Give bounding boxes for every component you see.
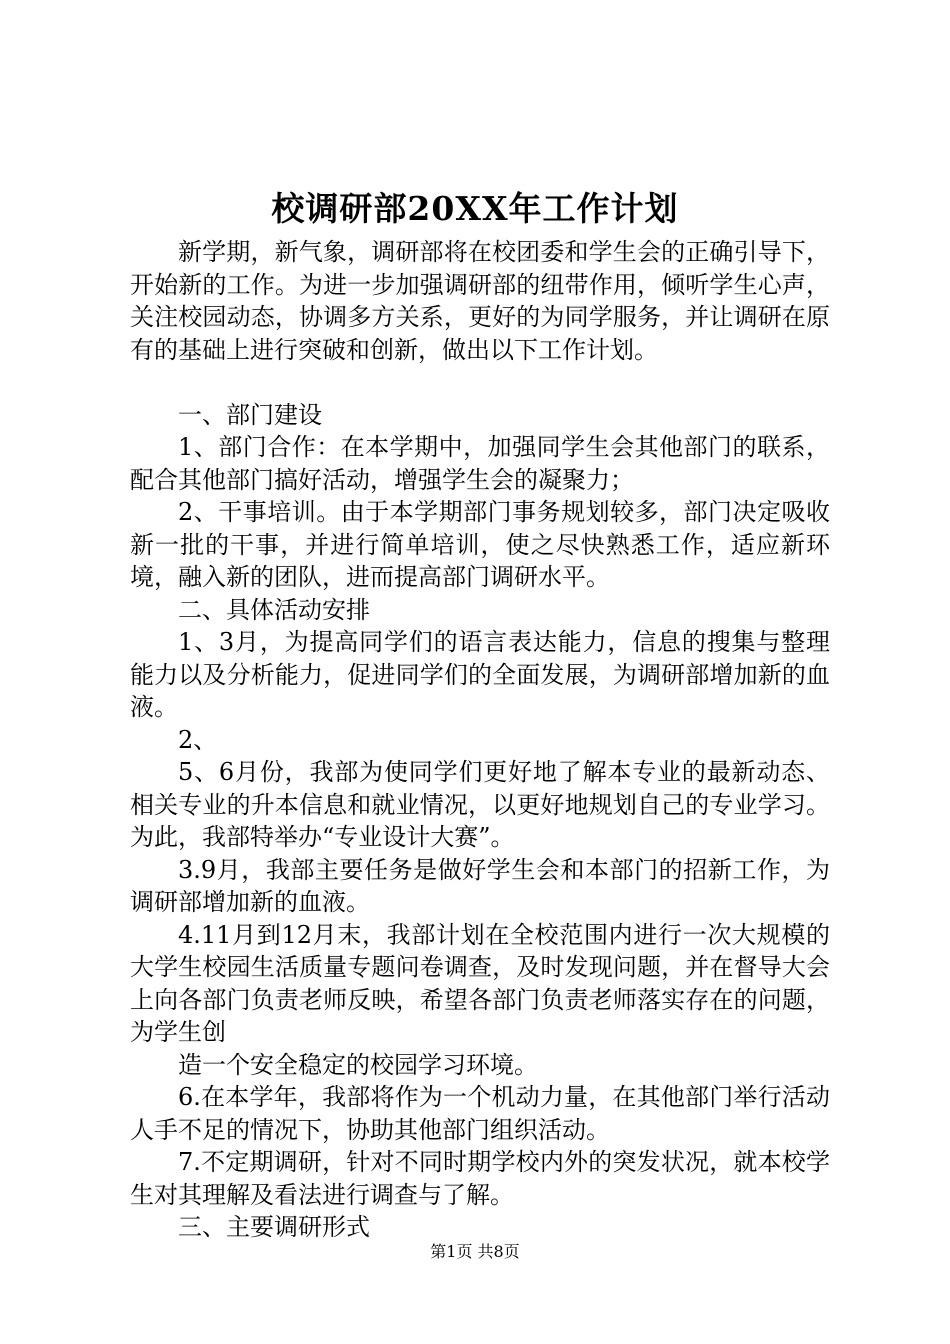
paragraph-activity-september: 3.9月，我部主要任务是做好学生会和本部门的招新工作，为调研部增加新的血液。 (130, 855, 830, 916)
paragraph-staff-training: 2、干事培训。由于本学期部门事务规划较多，部门决定吸收新一批的干事，并进行简单培训，使之尽快熟悉工作，适应新环境，融入新的团队，进而提高部门调研水平。 (130, 498, 830, 591)
section-heading-department: 一、部门建设 (178, 400, 322, 429)
paragraph-activity-2: 2、 (178, 725, 218, 754)
section-heading-activities: 二、具体活动安排 (178, 595, 370, 624)
paragraph-activity-survey-continued: 造一个安全稳定的校园学习环境。 (178, 1050, 538, 1079)
paragraph-activity-survey: 4.11月到12月末，我部计划在全校范围内进行一次大规模的大学生校园生活质量专题问卷调查，及时发现问题，并在督导大会上向各部门负责老师反映，希望各部门负责老师落实存在的问题，为学生创 (130, 920, 830, 1046)
section-heading-research-forms: 三、主要调研形式 (178, 1213, 370, 1241)
paragraph-activity-may-june: 5、6月份，我部为使同学们更好地了解本专业的最新动态、相关专业的升本信息和就业情况，以更好地规划自己的专业学习。为此，我部特举办“专业设计大赛”。 (130, 758, 830, 851)
intro-paragraph: 新学期，新气象，调研部将在校团委和学生会的正确引导下，开始新的工作。为进一步加强调研部的纽带作用，倾听学生心声，关注校园动态，协调多方关系，更好的为同学服务，并让调研在原有的基础上进行突破和创新，做出以下工作计划。 (130, 238, 830, 364)
paragraph-activity-support: 6.在本学年，我部将作为一个机动力量，在其他部门举行活动人手不足的情况下，协助其他部门组织活动。 (130, 1083, 830, 1144)
page-number-footer: 第1页 共8页 (430, 1242, 520, 1261)
document-title: 校调研部20XX年工作计划 (271, 189, 679, 228)
paragraph-department-cooperation: 1、部门合作：在本学期中，加强同学生会其他部门的联系，配合其他部门搞好活动，增强学生会的凝聚力； (130, 433, 830, 494)
document-body (130, 236, 830, 1244)
paragraph-activity-march: 1、3月，为提高同学们的语言表达能力，信息的搜集与整理能力以及分析能力，促进同学们的全面发展，为调研部增加新的血液。 (130, 628, 830, 721)
paragraph-activity-irregular-research: 7.不定期调研，针对不同时期学校内外的突发状况，就本校学生对其理解及看法进行调查与了解。 (130, 1148, 830, 1209)
